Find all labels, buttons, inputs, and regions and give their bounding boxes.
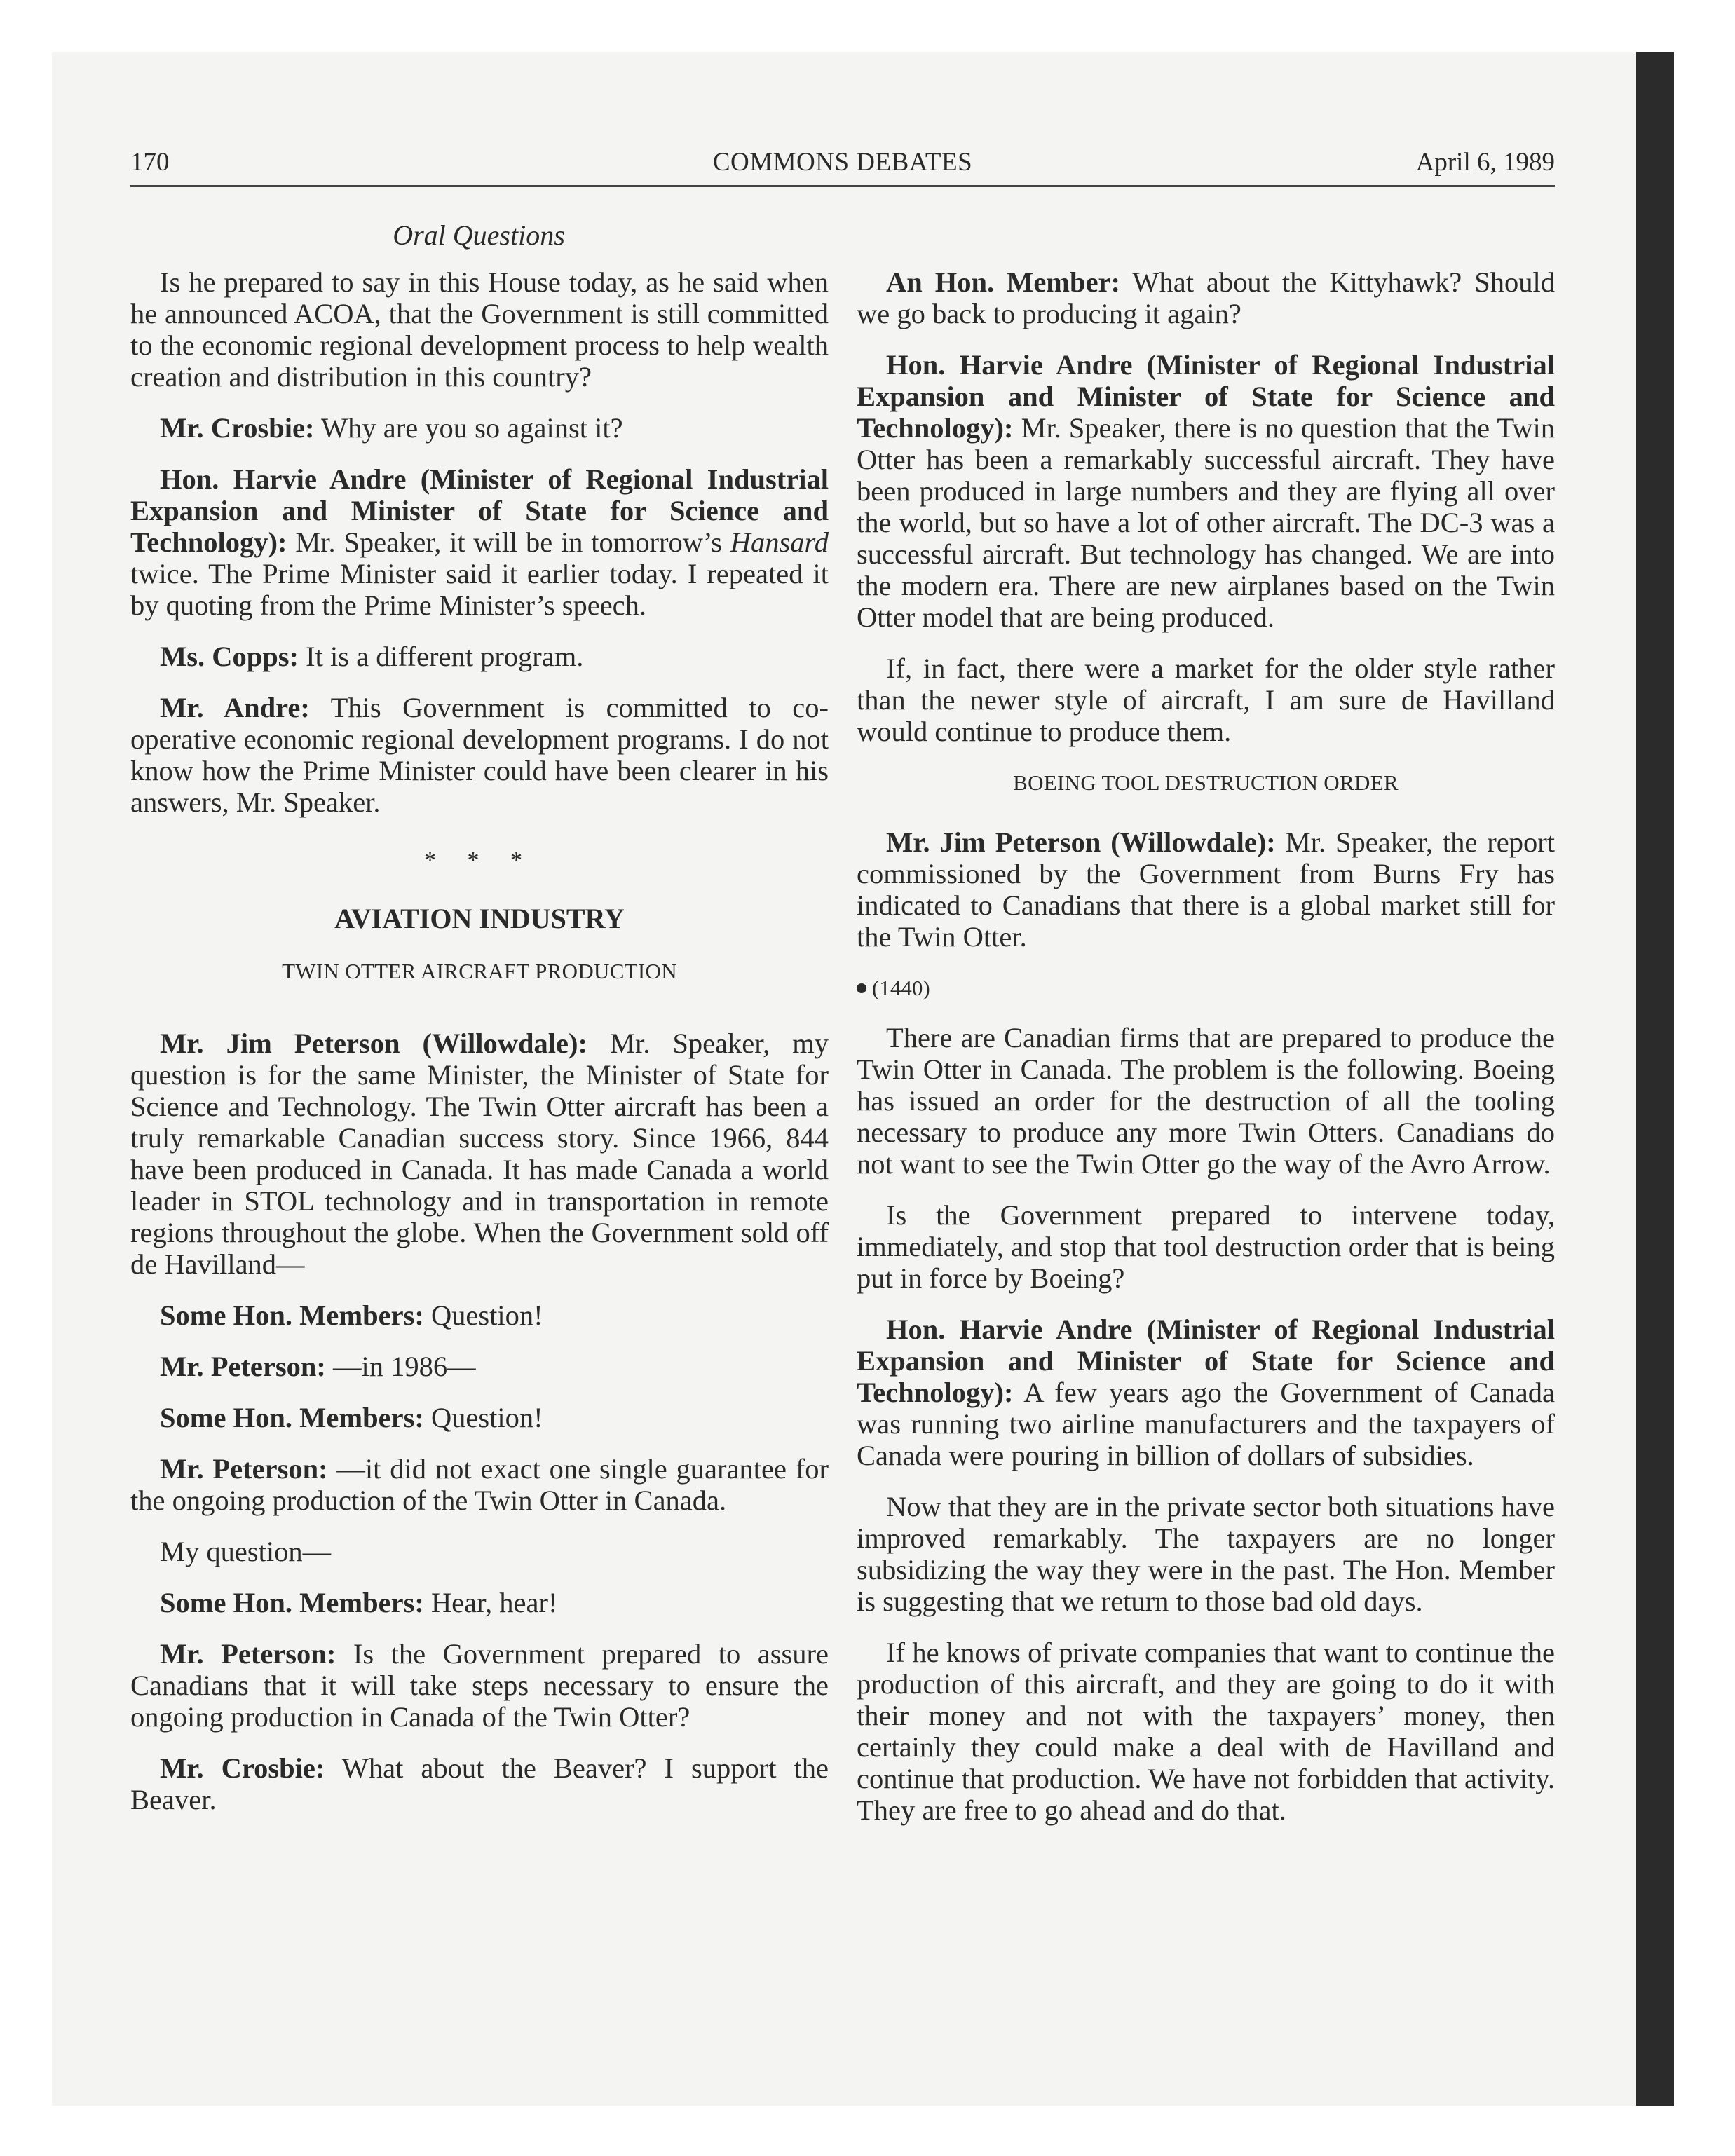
paragraph: My question— <box>160 1536 332 1567</box>
paragraph: Some Hon. Members: Hear, hear! <box>160 1587 558 1618</box>
speaker-name: Mr. Peterson: <box>160 1351 326 1382</box>
speaker-name: Mr. Jim Peterson (Willowdale): <box>886 826 1276 858</box>
speaker-name: Mr. Crosbie: <box>160 412 315 444</box>
speaker-name: Mr. Andre: <box>160 692 310 723</box>
speaker-name: Hon. Harvie Andre (Minister of Regional Industrial Expansion and Minister of State for Science and Technology): <box>857 349 1555 444</box>
section-label: Oral Questions <box>393 219 565 251</box>
paragraph: Now that they are in the private sector both situations have improved remarkably. The taxpayers are no longer subsidizing the way they were in the past. The Hon. Member is suggesting that we return to those bad old days. <box>857 1491 1555 1617</box>
paragraph: Some Hon. Members: Question! <box>160 1402 543 1433</box>
paragraph: If, in fact, there were a market for the older style rather than the newer style of aircraft, I am sure de Havilland would continue to produce them. <box>857 653 1555 747</box>
speaker-name: An Hon. Member: <box>886 266 1121 298</box>
speaker-name: Some Hon. Members: <box>160 1402 424 1433</box>
topic-heading: AVIATION INDUSTRY <box>334 903 625 934</box>
paragraph: Mr. Jim Peterson (Willowdale): Mr. Speaker, the report commissioned by the Government from Burns Fry has indicated to Canadians that there is a global market still for the Twin Otter. <box>857 826 1555 953</box>
left-column <box>130 266 829 1835</box>
bullet-icon <box>857 983 866 993</box>
speaker-name: Some Hon. Members: <box>160 1587 424 1618</box>
section-separator: * * * <box>424 847 535 873</box>
paragraph: Mr. Peterson: —it did not exact one single guarantee for the ongoing production of the Twin Otter in Canada. <box>130 1453 829 1516</box>
paragraph: An Hon. Member: What about the Kittyhawk? Should we go back to producing it again? <box>857 266 1555 329</box>
paragraph: Mr. Peterson: Is the Government prepared to assure Canadians that it will take steps necessary to ensure the ongoing production in Canada of the Twin Otter? <box>130 1638 829 1733</box>
header-rule <box>130 185 1555 187</box>
paragraph: Mr. Jim Peterson (Willowdale): Mr. Speaker, my question is for the same Minister, the Minister of State for Science and Technology. The Twin Otter aircraft has been a truly remarkable Canadian success story. Since 1966, 844 have been produced in Canada. It has made Canada a world leader in STOL technology and in transportation in remote regions throughout the globe. When the Government sold off de Havilland— <box>130 1028 829 1280</box>
paragraph: There are Canadian firms that are prepared to produce the Twin Otter in Canada. The problem is the following. Boeing has issued an order for the destruction of all the tooling necessary to produce any more Twin Otters. Canadians do not want to see the Twin Otter go the way of the Avro Arrow. <box>857 1022 1555 1180</box>
paragraph: Hon. Harvie Andre (Minister of Regional Industrial Expansion and Minister of State for Science and Technology): Mr. Speaker, it will be in tomorrow’s Hansard twice. The Prime Minister said it earlier today. I repeated it by quoting from the Prime Minister’s speech. <box>130 463 829 621</box>
speaker-name: Some Hon. Members: <box>160 1299 424 1331</box>
paragraph: Mr. Crosbie: What about the Beaver? I support the Beaver. <box>130 1752 829 1815</box>
page-binding-edge <box>1636 52 1674 2106</box>
page-header <box>130 142 1555 184</box>
paragraph: Hon. Harvie Andre (Minister of Regional Industrial Expansion and Minister of State for Science and Technology): A few years ago the Government of Canada was running two airline manufacturers and the taxpayers of Canada were pouring in billion of dollars of subsidies. <box>857 1314 1555 1471</box>
paragraph: Is he prepared to say in this House today, as he said when he announced ACOA, that the Government is still committed to the economic regional development process to help wealth creation and distribution in this country? <box>130 266 829 393</box>
speaker-name: Hon. Harvie Andre (Minister of Regional Industrial Expansion and Minister of State for Science and Technology): <box>130 463 829 558</box>
right-column <box>857 266 1555 1845</box>
paragraph: Ms. Copps: It is a different program. <box>160 641 584 672</box>
topic-subheading: TWIN OTTER AIRCRAFT PRODUCTION <box>282 959 677 983</box>
paragraph: Is the Government prepared to intervene today, immediately, and stop that tool destruction order that is being put in force by Boeing? <box>857 1199 1555 1294</box>
issue-date: April 6, 1989 <box>1415 148 1555 177</box>
paragraph: Mr. Crosbie: Why are you so against it? <box>160 412 623 444</box>
paragraph: Mr. Andre: This Government is committed to co-operative economic regional development programs. I do not know how the Prime Minister could have been clearer in his answers, Mr. Speaker. <box>130 692 829 818</box>
speaker-name: Mr. Crosbie: <box>160 1752 325 1784</box>
paragraph: Some Hon. Members: Question! <box>160 1299 543 1331</box>
publication-title: COMMONS DEBATES <box>712 148 973 177</box>
speaker-name: Mr. Peterson: <box>160 1638 336 1670</box>
topic-subheading: BOEING TOOL DESTRUCTION ORDER <box>1013 770 1399 795</box>
page-number: 170 <box>130 148 170 177</box>
paragraph: Mr. Peterson: —in 1986— <box>160 1351 476 1382</box>
timestamp: (1440) <box>857 972 1555 1004</box>
speaker-name: Hon. Harvie Andre (Minister of Regional Industrial Expansion and Minister of State for Science and Technology): <box>857 1314 1555 1408</box>
paragraph: Hon. Harvie Andre (Minister of Regional Industrial Expansion and Minister of State for Science and Technology): Mr. Speaker, there is no question that the Twin Otter has been a remarkably successful aircraft. They have been produced in large numbers and they are flying all over the world, but so have a lot of other aircraft. The DC-3 was a successful aircraft. But technology has changed. We are into the modern era. There are new airplanes based on the Twin Otter model that are being produced. <box>857 349 1555 633</box>
speaker-name: Ms. Copps: <box>160 641 299 672</box>
paragraph: If he knows of private companies that want to continue the production of this aircraft, and they are going to do it with their money and not with the taxpayers’ money, then certainly they could make a deal with de Havilland and continue that production. We have not forbidden that activity. They are free to go ahead and do that. <box>857 1637 1555 1826</box>
speaker-name: Mr. Peterson: <box>160 1453 328 1485</box>
speaker-name: Mr. Jim Peterson (Willowdale): <box>160 1028 587 1059</box>
